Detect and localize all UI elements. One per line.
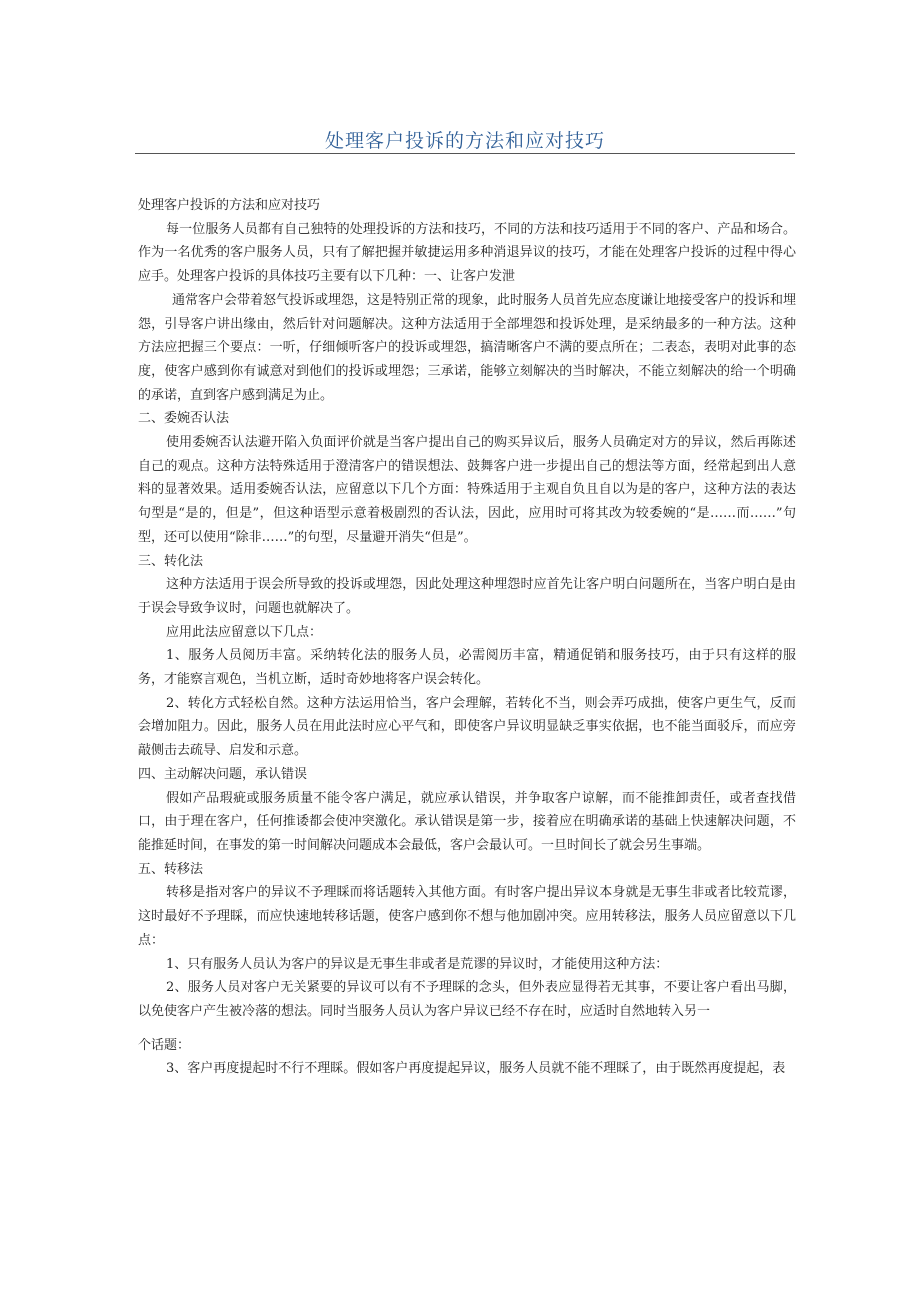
- list-item: 2、服务人员对客户无关紧要的异议可以有不予理睬的念头，但外表应显得若无其事，不要让客户看出马脚，以免使客户产生被冷落的想法。同时当服务人员认为客户异议已经不存在时，应适时自然地转入另一: [138, 980, 796, 1019]
- paragraph: 转移是指对客户的异议不予理睬而将话题转入其他方面。有时客户提出异议本身就是无事生非或者比较荒谬，这时最好不予理睬，而应快速地转移话题，使客户感到你不想与他加剧冲突。应用转移法，服务人员应留意以下几点：: [138, 885, 796, 948]
- section-heading: 四、主动解决问题，承认错误: [138, 766, 308, 782]
- intro-heading: 处理客户投诉的方法和应对技巧: [138, 198, 321, 213]
- document-title: 处理客户投诉的方法和应对技巧: [324, 130, 605, 152]
- paragraph: 应用此法应留意以下几点：: [166, 624, 323, 640]
- section-heading: 五、转移法: [138, 861, 204, 877]
- document-body: [138, 194, 796, 1081]
- paragraph: 这种方法适用于误会所导致的投诉或埋怨，因此处理这种埋怨时应首先让客户明白问题所在，当客户明白是由于误会导致争议时，问题也就解决了。: [138, 577, 796, 616]
- paragraph: 假如产品瑕疵或服务质量不能令客户满足，就应承认错误，并争取客户谅解，而不能推卸责任，或者查找借口，由于理在客户，任何推诿都会使冲突激化。承认错误是第一步，接着应在明确承诺的基础上快速解决问题，不能推延时间，在事发的第一时间解决问题成本会最低，客户会最认可。一旦时间长了就会另生事端。: [138, 790, 796, 853]
- list-item: 1、服务人员阅历丰富。采纳转化法的服务人员，必需阅历丰富，精通促销和服务技巧，由于只有这样的服务，才能察言观色，当机立断，适时奇妙地将客户误会转化。: [138, 648, 796, 688]
- section-heading: 二、委婉否认法: [138, 411, 230, 427]
- section-heading: 三、转化法: [138, 553, 204, 569]
- paragraph-continuation: 个话题：: [138, 1037, 191, 1053]
- paragraph: 通常客户会带着怒气投诉或埋怨，这是特别正常的现象，此时服务人员首先应态度谦让地接受客户的投诉和埋怨，引导客户讲出缘由，然后针对问题解决。这种方法适用于全部埋怨和投诉处理，是采纳最多的一种方法。这种方法应把握三个要点：一听，仔细倾听客户的投诉或埋怨，搞清晰客户不满的要点所在；二表态，表明对此事的态度，使客户感到你有诚意对到他们的投诉或埋怨；三承诺，能够立刻解决的当时解决，不能立刻解决的给一个明确的承诺，直到客户感到满足为止。: [138, 292, 797, 403]
- paragraph: 使用委婉否认法避开陷入负面评价就是当客户提出自己的购买异议后，服务人员确定对方的异议，然后再陈述自己的观点。这种方法特殊适用于澄清客户的错误想法、鼓舞客户进一步提出自己的想法等方面，经常起到出人意料的显著效果。适用委婉否认法，应留意以下几个方面：特殊适用于主观自负且自以为是的客户，这种方法的表达句型是“是的，但是”，但这种语型示意着极剧烈的否认法，因此，应用时可将其改为较委婉的“是……而……”句型，还可以使用“除非……”的句型，尽量避开消失“但是”。: [138, 435, 796, 545]
- list-item: 3、客户再度提起时不行不理睬。假如客户再度提起异议，服务人员就不能不理睬了，由于既然再度提起，表: [166, 1061, 786, 1077]
- title-divider: [135, 153, 795, 154]
- list-item: 2、转化方式轻松自然。这种方法运用恰当，客户会理解，若转化不当，则会弄巧成拙，使客户更生气，反而会增加阻力。因此，服务人员在用此法时应心平气和，即使客户异议明显缺乏事实依据，也不能当面驳斥，而应旁敲侧击去疏导、启发和示意。: [138, 695, 796, 759]
- paragraph: 每一位服务人员都有自己独特的处理投诉的方法和技巧，不同的方法和技巧适用于不同的客户、产品和场合。作为一名优秀的客户服务人员，只有了解把握并敏捷运用多种消退异议的技巧，才能在处理客户投诉的过程中得心应手。处理客户投诉的具体技巧主要有以下几种：一、让客户发泄: [138, 221, 796, 285]
- list-item: 1、只有服务人员认为客户的异议是无事生非或者是荒谬的异议时，才能使用这种方法：: [166, 956, 669, 972]
